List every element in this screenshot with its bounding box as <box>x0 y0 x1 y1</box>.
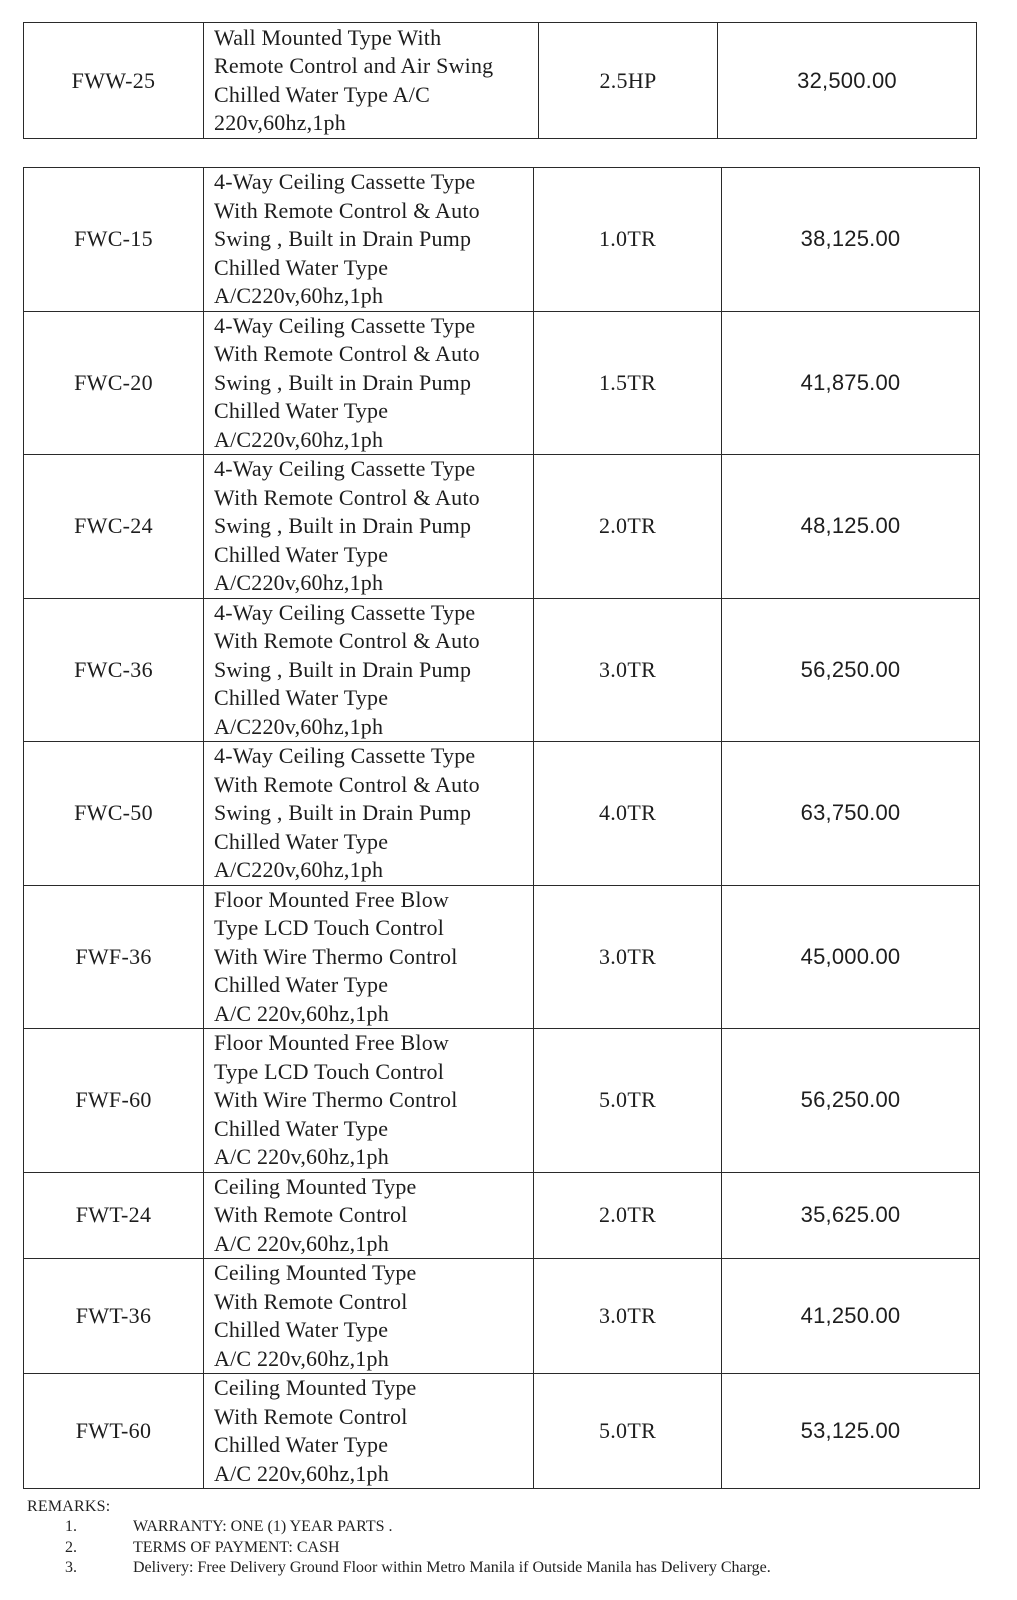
description-line: Chilled Water Type A/C <box>214 81 430 107</box>
table-row <box>24 1374 980 1489</box>
price-cell: 56,250.00 <box>722 1029 980 1173</box>
description-line: A/C 220v,60hz,1ph <box>214 1144 389 1169</box>
table-row <box>24 742 980 886</box>
description-line: Floor Mounted Free Blow <box>214 1030 449 1055</box>
description-line: Chilled Water Type <box>214 685 389 710</box>
capacity-cell: 4.0TR <box>534 742 722 886</box>
description-line: 4-Way Ceiling Cassette Type <box>214 599 476 625</box>
model-code-cell: FWF-60 <box>24 1029 204 1173</box>
model-code-cell: FWC-24 <box>24 455 204 599</box>
capacity-cell: 2.5HP <box>539 23 718 139</box>
description-line: With Remote Control & Auto <box>214 628 480 653</box>
model-code-cell: FWC-15 <box>24 168 204 312</box>
table-row <box>24 168 980 312</box>
table-row <box>24 23 977 139</box>
price-cell: 41,875.00 <box>722 311 980 455</box>
remarks-item-number: 3. <box>65 1559 77 1576</box>
description-line: Chilled Water Type <box>214 972 389 997</box>
model-code-cell: FWT-24 <box>24 1172 204 1259</box>
description-line: Ceiling Mounted Type <box>214 1173 417 1199</box>
capacity-cell: 1.0TR <box>534 168 722 312</box>
description-line: Type LCD Touch Control <box>214 1058 445 1084</box>
description-line: Floor Mounted Free Blow <box>214 886 449 912</box>
capacity-cell: 3.0TR <box>534 885 722 1029</box>
description-line: 4-Way Ceiling Cassette Type <box>214 743 476 768</box>
model-code-cell: FWF-36 <box>24 885 204 1029</box>
description-line: A/C 220v,60hz,1ph <box>214 1460 389 1486</box>
price-cell: 45,000.00 <box>722 885 980 1029</box>
description-line: 4-Way Ceiling Cassette Type <box>214 456 476 481</box>
description-line: Type LCD Touch Control <box>214 915 445 940</box>
table-row <box>24 1172 980 1259</box>
capacity-cell: 3.0TR <box>534 598 722 742</box>
model-code-cell: FWT-36 <box>24 1259 204 1374</box>
capacity-cell: 2.0TR <box>534 455 722 599</box>
description-cell <box>204 311 534 455</box>
description-line: Chilled Water Type <box>214 398 389 423</box>
model-code-cell: FWC-50 <box>24 742 204 886</box>
table-main-body <box>24 168 980 1489</box>
remarks-item-number: 2. <box>65 1538 77 1556</box>
description-line: With Remote Control & Auto <box>214 484 480 510</box>
description-line: A/C220v,60hz,1ph <box>214 857 384 882</box>
description-cell <box>204 598 534 742</box>
description-cell <box>204 742 534 886</box>
description-line: Swing , Built in Drain Pump <box>214 656 472 682</box>
price-cell: 41,250.00 <box>722 1259 980 1374</box>
table-top-body <box>24 23 977 139</box>
description-line: With Remote Control & Auto <box>214 341 480 366</box>
description-line: Ceiling Mounted Type <box>214 1260 417 1285</box>
model-code-cell: FWW-25 <box>24 23 204 139</box>
capacity-cell: 5.0TR <box>534 1029 722 1173</box>
description-line: With Wire Thermo Control <box>214 1087 458 1112</box>
price-table-main <box>23 167 980 1489</box>
remarks-section <box>27 1497 987 1579</box>
capacity-cell: 2.0TR <box>534 1172 722 1259</box>
description-line: Chilled Water Type <box>214 541 389 567</box>
description-line: Chilled Water Type <box>214 254 389 280</box>
price-cell: 56,250.00 <box>722 598 980 742</box>
description-line: Chilled Water Type <box>214 1115 389 1141</box>
description-line: Ceiling Mounted Type <box>214 1375 417 1400</box>
table-row <box>24 1029 980 1173</box>
description-line: With Remote Control <box>214 1403 408 1429</box>
remarks-item-number: 1. <box>65 1518 77 1535</box>
description-line: Remote Control and Air Swing <box>214 53 494 78</box>
remarks-item <box>27 1538 987 1559</box>
remarks-item <box>27 1558 987 1579</box>
remarks-item <box>27 1517 987 1538</box>
description-line: Chilled Water Type <box>214 828 389 854</box>
table-row <box>24 885 980 1029</box>
description-cell <box>204 1029 534 1173</box>
table-row <box>24 1259 980 1374</box>
description-line: A/C 220v,60hz,1ph <box>214 1230 389 1256</box>
price-cell: 53,125.00 <box>722 1374 980 1489</box>
description-cell <box>204 455 534 599</box>
table-row <box>24 598 980 742</box>
price-cell: 38,125.00 <box>722 168 980 312</box>
description-cell <box>204 885 534 1029</box>
model-code-cell: FWC-36 <box>24 598 204 742</box>
description-line: With Remote Control & Auto <box>214 771 480 797</box>
description-line: 4-Way Ceiling Cassette Type <box>214 312 476 338</box>
description-line: With Remote Control & Auto <box>214 197 480 223</box>
price-cell: 48,125.00 <box>722 455 980 599</box>
table-row <box>24 311 980 455</box>
description-cell <box>204 23 539 139</box>
table-row <box>24 455 980 599</box>
description-line: Swing , Built in Drain Pump <box>214 800 472 825</box>
description-cell <box>204 168 534 312</box>
model-code-cell: FWT-60 <box>24 1374 204 1489</box>
description-line: Chilled Water Type <box>214 1432 389 1457</box>
price-table-top <box>23 22 977 139</box>
price-cell: 32,500.00 <box>718 23 977 139</box>
description-line: Wall Mounted Type With <box>214 24 442 50</box>
price-cell: 35,625.00 <box>722 1172 980 1259</box>
description-line: A/C220v,60hz,1ph <box>214 283 384 308</box>
remarks-item-text: WARRANTY: ONE (1) YEAR PARTS . <box>133 1518 393 1535</box>
description-line: Swing , Built in Drain Pump <box>214 226 472 251</box>
description-line: With Wire Thermo Control <box>214 943 458 969</box>
remarks-title: REMARKS: <box>27 1498 111 1515</box>
price-cell: 63,750.00 <box>722 742 980 886</box>
description-cell <box>204 1259 534 1374</box>
remarks-item-text: TERMS OF PAYMENT: CASH <box>133 1538 340 1556</box>
model-code-cell: FWC-20 <box>24 311 204 455</box>
description-line: A/C220v,60hz,1ph <box>214 570 384 595</box>
description-line: Chilled Water Type <box>214 1317 389 1342</box>
description-line: With Remote Control <box>214 1288 408 1314</box>
description-line: Swing , Built in Drain Pump <box>214 369 472 395</box>
description-line: 220v,60hz,1ph <box>214 110 346 135</box>
description-line: A/C 220v,60hz,1ph <box>214 1000 389 1026</box>
description-line: A/C 220v,60hz,1ph <box>214 1345 389 1371</box>
capacity-cell: 1.5TR <box>534 311 722 455</box>
description-line: With Remote Control <box>214 1202 408 1227</box>
capacity-cell: 3.0TR <box>534 1259 722 1374</box>
capacity-cell: 5.0TR <box>534 1374 722 1489</box>
description-cell <box>204 1374 534 1489</box>
remarks-item-text: Delivery: Free Delivery Ground Floor within Metro Manila if Outside Manila has Delivery Charge. <box>133 1559 771 1576</box>
description-cell <box>204 1172 534 1259</box>
description-line: Swing , Built in Drain Pump <box>214 513 472 538</box>
description-line: A/C220v,60hz,1ph <box>214 713 384 739</box>
description-line: A/C220v,60hz,1ph <box>214 426 384 452</box>
description-line: 4-Way Ceiling Cassette Type <box>214 169 476 194</box>
